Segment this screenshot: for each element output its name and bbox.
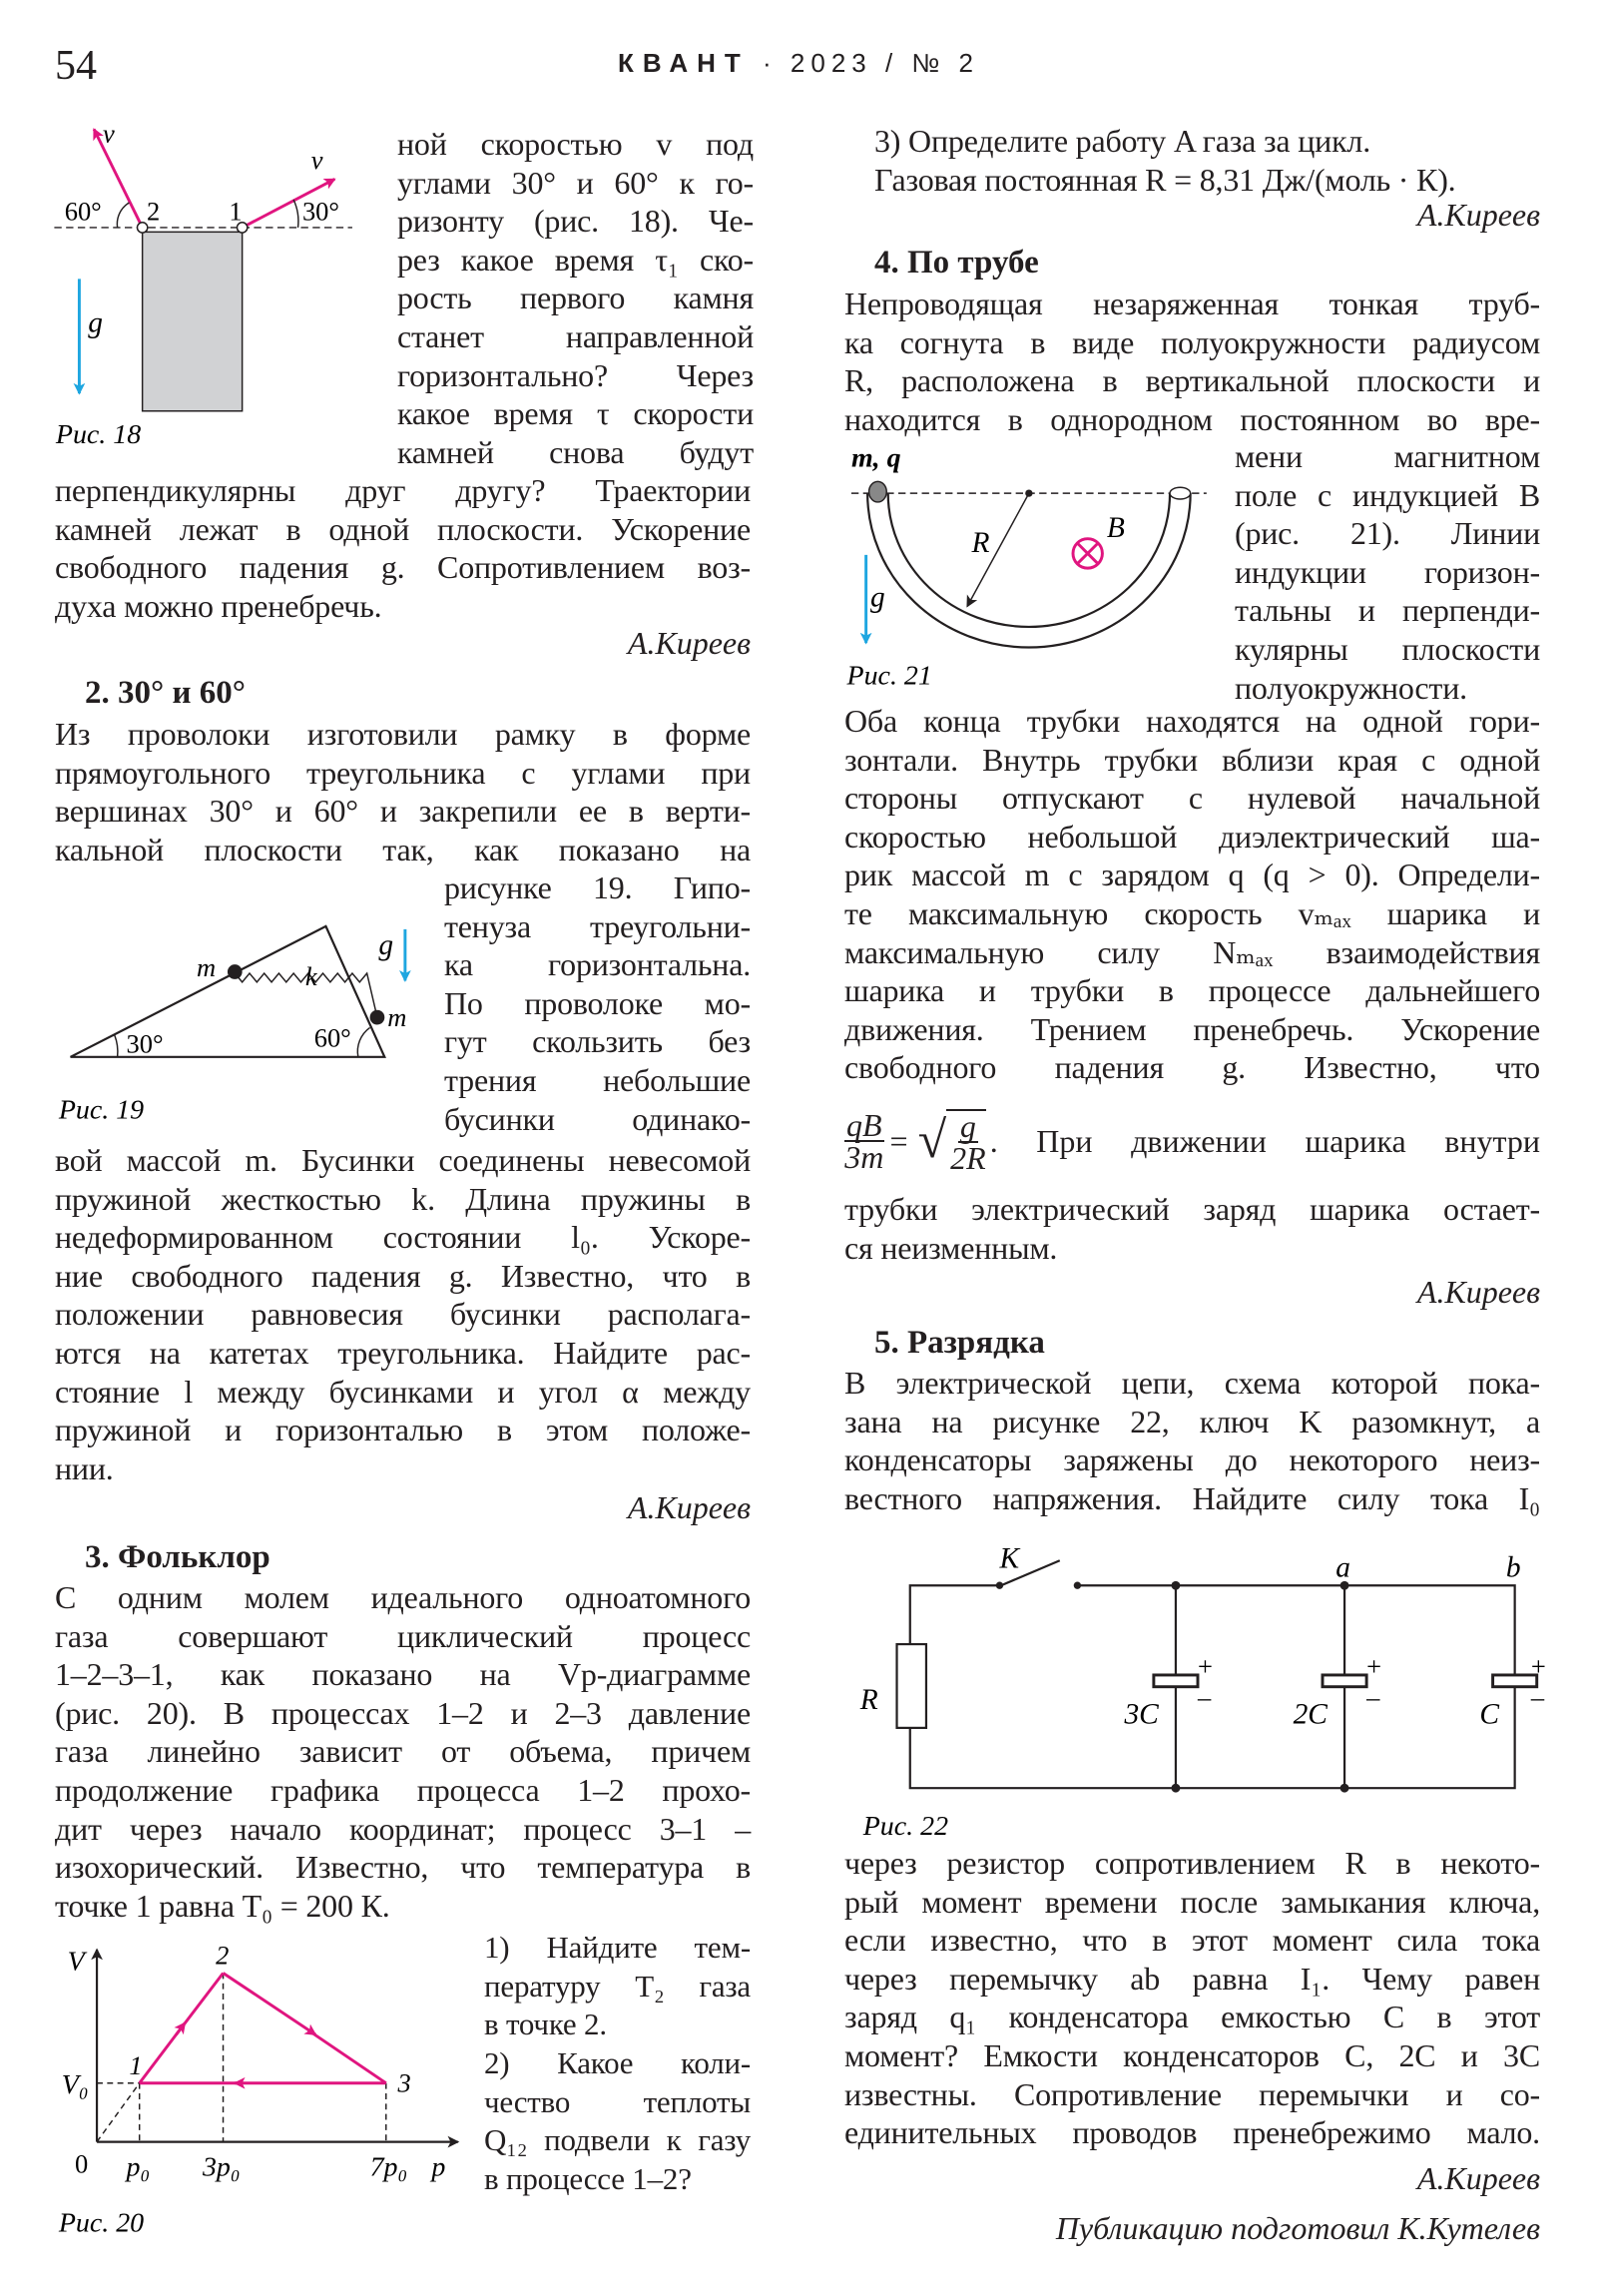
figure-caption: Рис. 21 [846,660,932,692]
numerator: g [959,1108,976,1144]
text-line: в точке 2. [484,2007,607,2042]
plus-sign: + [1366,1650,1382,1681]
text-line: (рис. 21). Линии [1235,515,1540,552]
text-line: R, расположена в вертикальной плоскости и [844,362,1540,399]
text-line: находится в однородном постоянном во вре- [844,400,1540,437]
label-g: g [870,581,885,614]
author: А.Киреев [1416,197,1540,233]
label-b: b [1505,1551,1521,1584]
text-line: точке 1 равна T₀ = 200 К. [55,1887,390,1924]
label-point-3: 3 [397,2067,411,2098]
text-line: рик массой m с зарядом q (q > 0). Определи- [844,857,1540,893]
label-m: m [197,951,217,982]
label-v: v [310,145,323,176]
label-g: g [378,928,394,961]
denominator: 2R [950,1140,986,1176]
text-line: гут скользить без [444,1023,751,1060]
page-number: 54 [55,43,97,89]
text-line: пружиной и горизонталью в этом положе- [55,1412,751,1448]
bead [370,1010,385,1025]
label-v: v [102,118,115,149]
label-K: K [999,1542,1020,1575]
text-line: станет направленной [397,317,754,354]
formula-tail: . При движении шарика внутри [989,1122,1540,1159]
label-origin: 0 [75,2148,89,2179]
capacitor-3C [1154,1675,1198,1687]
process-2-3-arrow [224,1973,316,2034]
problem5-heading: 5. Разрядка [874,1325,1045,1361]
text-line: ка горизонтальна. [444,946,751,983]
text-line: поле с индукцией B [1235,476,1540,513]
text-line: конденсаторы заряжены до некоторого неиз- [844,1441,1540,1478]
problem2-heading: 2. 30° и 60° [85,675,246,711]
text-line: камней лежат в одной плоскости. Ускорение [55,510,751,547]
plus-sign: + [1198,1650,1213,1681]
text-line: положении равновесия бусинки располага- [55,1296,751,1333]
text-line: изохорический. Известно, что температура в [55,1849,751,1886]
label-V: V [67,1946,85,1978]
text-line: 1) Найдите тем- [484,1930,751,1965]
text-line: ся неизменным. [844,1229,1058,1266]
bead [228,964,243,979]
text-line: заряд q₁ конденсатора емкостью C в этот [844,1999,1540,2035]
process-2-3 [308,2030,386,2083]
text-line: единительных проводов пренебрежимо мало. [844,2114,1540,2151]
text-line: ной скоростью v под [397,126,754,162]
text-line: ются на катетах треугольника. Найдите рас- [55,1334,751,1371]
problem4-heading: 4. По трубе [874,245,1039,281]
text-line: через перемычку ab равна I₁. Чему равен [844,1960,1540,1997]
label-point-1: 1 [129,2049,143,2080]
text-line: углами 30° и 60° к го- [397,164,754,201]
text-line: трубки электрический заряд шарика остает- [844,1191,1540,1227]
text-line: рисунке 19. Гипо- [444,869,751,905]
text-line: перпендикулярны друг другу? Траектории [55,472,751,508]
angle-arc [293,200,298,228]
magazine-title: КВАНТ [618,48,750,78]
text-line: в процессе 1–2? [484,2160,692,2196]
author: А.Киреев [627,625,751,661]
text-line: пературу T₂ газа [484,1968,751,2004]
numerator: qB [846,1107,882,1143]
text-line: шарика и трубки в процессе дальнейшего [844,972,1540,1009]
tube-inner [888,493,1170,627]
text-line: скоростью небольшой диэлектрический ша- [844,818,1540,855]
angle-arc [115,1035,118,1057]
author: А.Киреев [627,1489,751,1525]
equals-sign: = [889,1122,908,1159]
label-angle-30: 30° [301,196,340,227]
label-B: B [1106,512,1125,545]
text-line: 1–2–3–1, как показано на Vp-диаграмме [55,1656,751,1693]
text-line: вестного напряжения. Найдите силу тока I₀ [844,1479,1540,1516]
text-line: Непроводящая незаряженная тонкая труб- [844,286,1540,321]
minus-sign: – [1198,1681,1212,1712]
text-line: 3) Определите работу A газа за цикл. [874,123,1370,159]
text-line: чество теплоты [484,2083,751,2119]
text-line: пружиной жесткостью k. Длина пружины в [55,1180,751,1217]
text-line: камней снова будут [397,433,754,470]
label-angle-60: 60° [313,1022,351,1053]
text-line: тальны и перпенди- [1235,592,1540,629]
angle-arc [357,1027,369,1056]
text-line: те максимальную скорость vₘₐₓ шарика и [844,894,1540,931]
text-line: рость первого камня [397,280,754,316]
text-line: кулярны плоскости [1235,630,1540,667]
node [996,1582,1003,1589]
text-line: Q₁₂ подвели к газу [484,2122,751,2158]
text-line: зонтали. Внутрь трубки вблизи края с одной [844,741,1540,778]
text-line: 2) Какое коли- [484,2045,751,2080]
process-1-2 [176,1973,223,2034]
radical-icon: √ [917,1112,947,1169]
label-mq: m, q [850,442,901,474]
text-line: горизонтально? Через [397,356,754,393]
text-line: стояние l между бусинками и угол α между [55,1373,751,1410]
author: А.Киреев [1416,1274,1540,1310]
text-line: стороны отпускают с нулевой начальной [844,780,1540,817]
text-line: Из проволоки изготовили рамку в форме [55,716,751,752]
text-line: ризонту (рис. 18). Че- [397,203,754,240]
text-line: если известно, что в этот момент сила тока [844,1922,1540,1959]
text-line: через резистор сопротивлением R в некото- [844,1845,1540,1881]
figure-20 [58,1941,458,2239]
text-line: Оба конца трубки находятся на одной гори- [844,703,1540,739]
cliff-block [143,232,243,410]
text-line: дит через начало координат; процесс 3–1 – [55,1810,751,1847]
label-m: m [387,1001,407,1032]
field-into-page-icon [1073,539,1102,568]
text-line: тенуза треугольни- [444,907,751,944]
author: А.Киреев [1416,2160,1540,2196]
text-line: газа линейно зависит от объема, причем [55,1733,751,1770]
label-point-2: 2 [216,1940,230,1971]
text-line: По проволоке мо- [444,984,751,1021]
circuit-wires [910,1585,1515,1788]
minus-sign: – [1530,1681,1545,1712]
text-line: бусинки одинако- [444,1100,751,1137]
label-p: p [431,2151,446,2183]
resistor-R [897,1644,926,1728]
text-line: В электрической цепи, схема которой пока- [844,1365,1540,1401]
text-line: недеформированном состоянии l₀. Ускоре- [55,1219,751,1256]
ball [869,481,887,502]
text-line: (рис. 20). В процессах 1–2 и 2–3 давление [55,1694,751,1731]
label-a: a [1335,1551,1350,1584]
text-line: полуокружности. [1235,669,1467,706]
text-line: индукции горизон- [1235,553,1540,590]
text-line: свободного падения g. Известно, что [844,1049,1540,1086]
text-line: рый момент времени после замыкания ключа, [844,1883,1540,1920]
text-line: ние свободного падения g. Известно, что в [55,1257,751,1294]
problem3-heading: 3. Фольклор [85,1539,270,1575]
text-line: нии. [55,1449,114,1486]
label-g: g [88,306,103,339]
label-angle-30: 30° [126,1028,164,1059]
angle-arc [117,203,129,228]
label-p0: p₀ [126,2151,151,2183]
label-3C: 3C [1124,1698,1159,1731]
credit: Публикацию подготовил К.Кутелев [1055,2210,1540,2246]
label-R: R [971,526,990,559]
text-line: свободного падения g. Сопротивлением воз- [55,549,751,586]
label-1: 1 [229,196,243,227]
label-2C: 2C [1293,1698,1328,1731]
text-line: максимальную силу Nₘₐₓ взаимодействия [844,933,1540,970]
text-line: ка согнута в виде полуокружности радиусом [844,323,1540,360]
figure-caption: Рис. 19 [58,1094,145,1126]
label-C: C [1479,1698,1499,1731]
label-k: k [304,960,317,991]
node [1074,1582,1081,1589]
text-line: момент? Емкости конденсаторов C, 2C и 3C [844,2036,1540,2073]
text-line: С одним молем идеального одноатомного [55,1579,751,1615]
label-angle-60: 60° [64,196,102,227]
figure-caption: Рис. 20 [58,2207,145,2239]
label-2: 2 [147,196,161,227]
figure-caption: Рис. 22 [862,1811,949,1843]
figure-21 [846,443,1207,692]
text-line: продолжение графика процесса 1–2 прохо- [55,1771,751,1808]
figure-22 [859,1543,1546,1843]
text-line: прямоугольного треугольника с углами при [55,754,751,791]
text-line: духа можно пренебречь. [55,587,382,624]
minus-sign: – [1366,1681,1380,1712]
label-V0: V₀ [61,2069,89,2101]
figure-18 [54,119,352,450]
figure-caption: Рис. 18 [55,419,142,451]
figure-19 [58,926,407,1126]
text-line: кальной плоскости так, как показано на [55,831,751,867]
capacitor-2C [1323,1675,1366,1687]
denominator: 3m [844,1139,884,1175]
text-line: движения. Трением пренебречь. Ускорение [844,1010,1540,1047]
issue-number: · 2023 / № 2 [763,48,979,78]
plus-sign: + [1530,1650,1546,1681]
text-line: рез какое время τ₁ ско- [397,241,754,278]
text-line: вершинах 30° и 60° и закрепили ее в верти- [55,793,751,830]
text-line: зана на рисунке 22, ключ K разомкнут, а [844,1403,1540,1439]
text-line: трения небольшие [444,1061,751,1098]
tube-outer [867,493,1191,647]
label-7p0: 7p₀ [369,2151,408,2183]
text-line: Газовая постоянная R = 8,31 Дж/(моль · К). [874,161,1456,198]
text-line: какое время τ скорости [397,395,754,432]
text-line: газа совершают циклический процесс [55,1617,751,1654]
label-R: R [859,1683,878,1716]
text-line: мени магнитном [1235,438,1540,474]
label-3p0: 3p₀ [202,2151,241,2183]
text-line: известны. Сопротивление перемычки и со- [844,2075,1540,2112]
tube-end [1170,487,1191,499]
text-line: вой массой m. Бусинки соединены невесомой [55,1142,751,1178]
